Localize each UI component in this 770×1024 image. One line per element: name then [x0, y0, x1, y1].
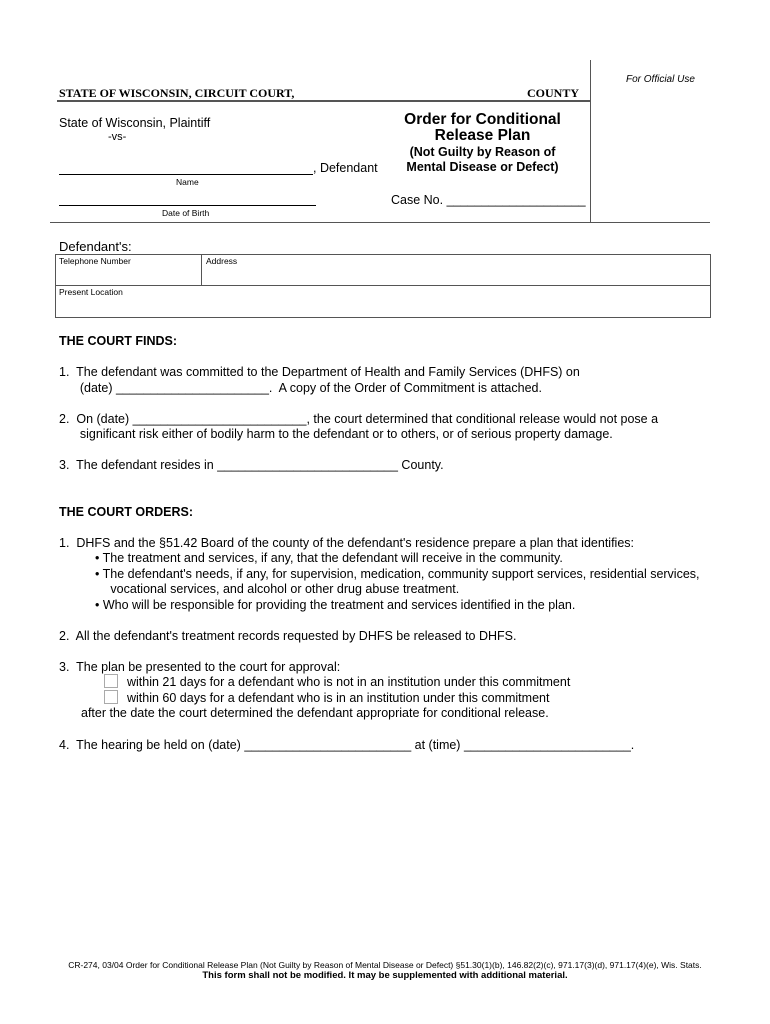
footer-citation: CR-274, 03/04 Order for Conditional Release Plan (Not Guilty by Reason of Mental Disease or Defect) §51.30(1)(b), 146.82(2)(c), 971.17(3)(d), 971.17(4)(e), Wis. Stats. [68, 960, 702, 970]
official-use-divider [590, 60, 591, 222]
order-1-bullet: • Who will be responsible for providing the treatment and services identified in the plan. [95, 598, 576, 612]
footer-notice: This form shall not be modified. It may be supplemented with additional material. [202, 970, 568, 981]
subtitle-line: (Not Guilty by Reason of [409, 145, 556, 159]
finding-3: 3. The defendant resides in __________________________ County. [59, 458, 444, 472]
finding-1: 1. The defendant was committed to the Department of Health and Family Services (DHFS) on [59, 365, 580, 379]
box-divider [55, 285, 710, 286]
order-3-end: after the date the court determined the defendant appropriate for conditional release. [81, 706, 549, 720]
finding-2: 2. On (date) _________________________, the court determined that conditional release would not pose a [59, 412, 659, 426]
option-21-days-label: within 21 days for a defendant who is not in an institution under this commitment [127, 675, 571, 689]
name-label: Name [176, 177, 199, 187]
official-use-label: For Official Use [626, 74, 695, 85]
order-1: 1. DHFS and the §51.42 Board of the county of the defendant's residence prepare a plan that identifies: [59, 536, 634, 550]
order-1-bullet-cont: vocational services, and alcohol or other drug abuse treatment. [100, 582, 460, 596]
order-1-bullet: • The defendant's needs, if any, for supervision, medication, community support services, residential services, [95, 567, 700, 581]
plaintiff-label: State of Wisconsin, Plaintiff [59, 116, 211, 130]
address-field[interactable]: Address [206, 256, 238, 266]
finding-2-cont: significant risk either of bodily harm to the defendant or to others, or of serious property damage. [59, 427, 613, 441]
form-subtitle [385, 145, 580, 175]
order-2: 2. All the defendant's treatment records requested by DHFS be released to DHFS. [59, 629, 517, 643]
title-line: Release Plan [434, 127, 531, 144]
defendant-label: , Defendant [313, 161, 378, 175]
present-location-field[interactable]: Present Location [59, 287, 123, 297]
subtitle-line: Mental Disease or Defect) [406, 160, 559, 174]
caption-rule [50, 222, 710, 223]
checkbox-21-days[interactable] [104, 674, 118, 688]
finding-1-cont: (date) ______________________. A copy of the Order of Commitment is attached. [59, 381, 542, 395]
box-divider [201, 254, 202, 285]
order-1-bullet: • The treatment and services, if any, that the defendant will receive in the community. [95, 551, 563, 565]
form-title [385, 112, 580, 144]
defendant-name-field[interactable] [59, 174, 313, 175]
court-finds-heading: THE COURT FINDS: [59, 334, 178, 348]
county-label: COUNTY [527, 86, 580, 100]
telephone-field[interactable]: Telephone Number [59, 256, 131, 266]
title-line: Order for Conditional [404, 111, 561, 128]
order-3: 3. The plan be presented to the court for approval: [59, 660, 341, 674]
defendant-info-box [55, 254, 711, 318]
dob-label: Date of Birth [162, 208, 210, 218]
order-4: 4. The hearing be held on (date) ________________________ at (time) ________________________. [59, 738, 635, 752]
dob-field[interactable] [59, 205, 316, 206]
header-rule [57, 100, 590, 102]
option-60-days-label: within 60 days for a defendant who is in an institution under this commitment [127, 691, 550, 705]
checkbox-60-days[interactable] [104, 690, 118, 704]
case-number-field[interactable]: Case No. ____________________ [391, 193, 586, 207]
court-orders-heading: THE COURT ORDERS: [59, 505, 194, 519]
defendant-heading: Defendant's: [59, 239, 132, 254]
vs-label: -vs- [108, 131, 127, 143]
court-header: STATE OF WISCONSIN, CIRCUIT COURT, [59, 86, 295, 100]
